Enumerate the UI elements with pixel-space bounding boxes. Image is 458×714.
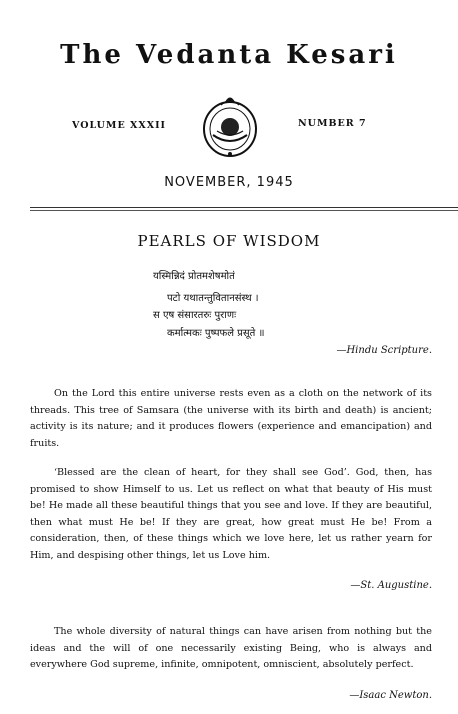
paragraph-3 [30,624,432,674]
attribution-hindu-scripture: —Hindu Scripture. [336,345,432,356]
sanskrit-line-4: कर्मात्मकः पुष्पफले प्रसूते ॥ [167,328,265,339]
paragraph-1 [30,386,432,452]
paragraph-2-text: ‘Blessed are the clean of heart, for they shall see God’. God, then, has promised to show Himself to us. Let us reflect on what that beauty of His must be! He made all these beautiful things that you see and love. If they are beautiful, then what must He be! If they are great, how great must He be! From a consideration, then, of these things which we love here, let us rather yearn for Him, and despising other things, let us Love him. [30,467,432,561]
number-label: NUMBER 7 [298,118,367,129]
volume-label: VOLUME XXXII [72,120,166,131]
attribution-newton: —Isaac Newton. [349,690,432,701]
divider-top [30,207,458,208]
emblem-icon [199,91,261,159]
sanskrit-line-2: पटो यथातन्तुवितानसंस्थ । [167,293,259,304]
sanskrit-line-1: यस्मिन्निदं प्रोतमशेषमोतं [153,271,235,282]
sanskrit-line-3: स एष संसारतरुः पुराणः [153,310,237,321]
issue-date: NOVEMBER, 1945 [164,175,294,190]
attribution-augustine: —St. Augustine. [350,580,432,591]
section-heading: PEARLS OF WISDOM [137,232,321,250]
masthead-title: The Vedanta Kesari [60,40,398,70]
paragraph-3-text: The whole diversity of natural things can have arisen from nothing but the ideas and the will of one necessarily existing Being, who is always and everywhere God supreme, infinite, omnipotent, omniscient, absolutely perfect. [30,626,432,670]
divider-bottom [30,210,458,211]
paragraph-1-text: On the Lord this entire universe rests even as a cloth on the network of its threads. This tree of Samsara (the universe with its birth and death) is ancient; activity is its nature; and it produces flowers (experience and emancipation) and fruits. [30,388,432,449]
paragraph-2 [30,465,432,564]
